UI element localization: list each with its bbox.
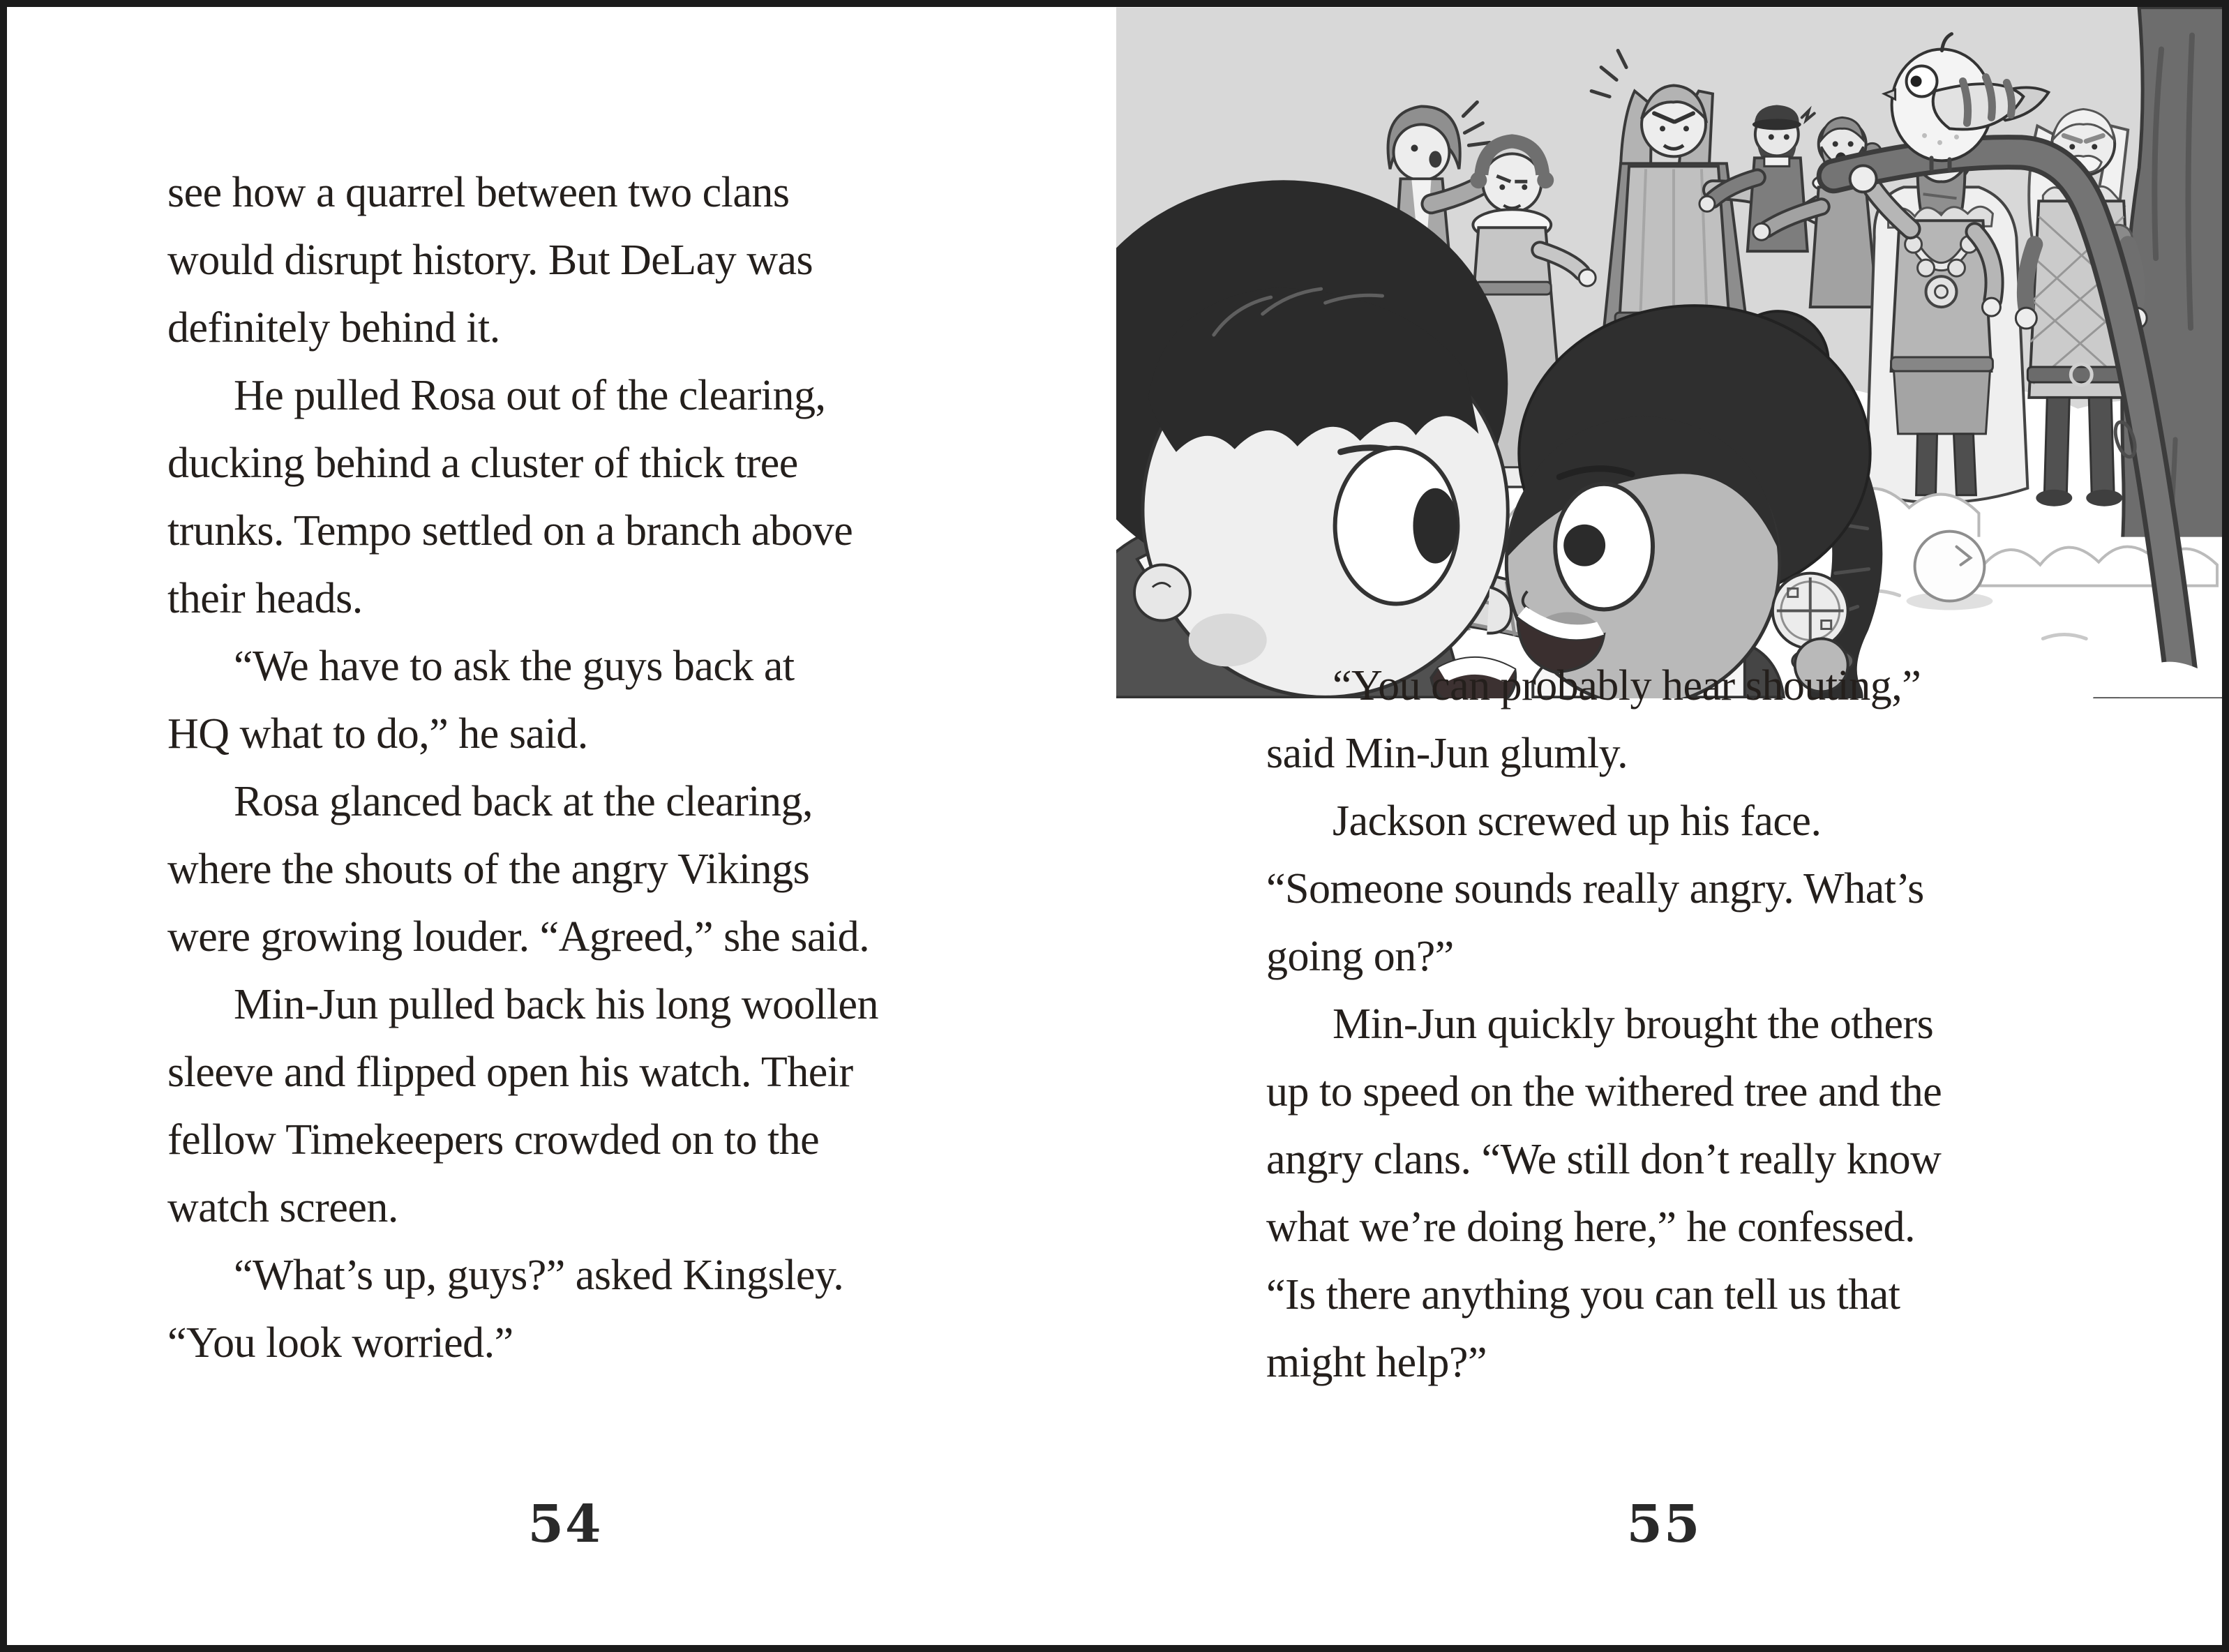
text-line: “You look worried.” (167, 1319, 513, 1367)
chieftain-fist (1850, 165, 1877, 192)
text-line: He pulled Rosa out of the clearing, (234, 372, 826, 419)
text-line: where the shouts of the angry Vikings (167, 846, 810, 893)
text-line: HQ what to do,” he said. (167, 710, 588, 758)
girl-rosa (1506, 306, 1870, 698)
text-line: watch screen. (167, 1184, 398, 1231)
text-line: “What’s up, guys?” asked Kingsley. (234, 1252, 844, 1299)
text-line: up to speed on the withered tree and the (1266, 1068, 1942, 1116)
text-line: sleeve and flipped open his watch. Their (167, 1049, 853, 1096)
text-line: Min-Jun quickly brought the others (1333, 1000, 1934, 1048)
text-line: “You can probably hear shouting,” (1333, 662, 1921, 709)
text-line: “We have to ask the guys back at (234, 643, 795, 690)
text-line: going on?” (1266, 933, 1454, 980)
text-line: definitely behind it. (167, 304, 500, 352)
text-line: were growing louder. “Agreed,” she said. (167, 913, 870, 961)
text-line: said Min-Jun glumly. (1266, 730, 1628, 777)
text-line: Jackson screwed up his face. (1333, 797, 1822, 845)
text-line: ducking behind a cluster of thick tree (167, 440, 798, 487)
text-line: would disrupt history. But DeLay was (167, 236, 813, 284)
text-line: “Is there anything you can tell us that (1266, 1271, 1900, 1319)
page-number-right: 55 (1626, 1494, 1702, 1554)
text-line: see how a quarrel between two clans (167, 169, 790, 216)
text-line: angry clans. “We still don’t really know (1266, 1136, 1942, 1183)
text-line: Min-Jun pulled back his long woollen (234, 981, 878, 1028)
page-number-left: 54 (527, 1494, 603, 1554)
text-line: what we’re doing here,” he confessed. (1266, 1203, 1916, 1251)
text-line: Rosa glanced back at the clearing, (234, 778, 813, 825)
page-left-text (167, 159, 1074, 1377)
text-line: fellow Timekeepers crowded on to the (167, 1116, 820, 1164)
text-line: might help?” (1266, 1339, 1487, 1386)
text-line: trunks. Tempo settled on a branch above (167, 507, 853, 555)
page-right-text (1266, 652, 2173, 1397)
text-line: their heads. (167, 575, 363, 622)
text-line: “Someone sounds really angry. What’s (1266, 865, 1924, 913)
story-illustration (1116, 6, 2224, 698)
